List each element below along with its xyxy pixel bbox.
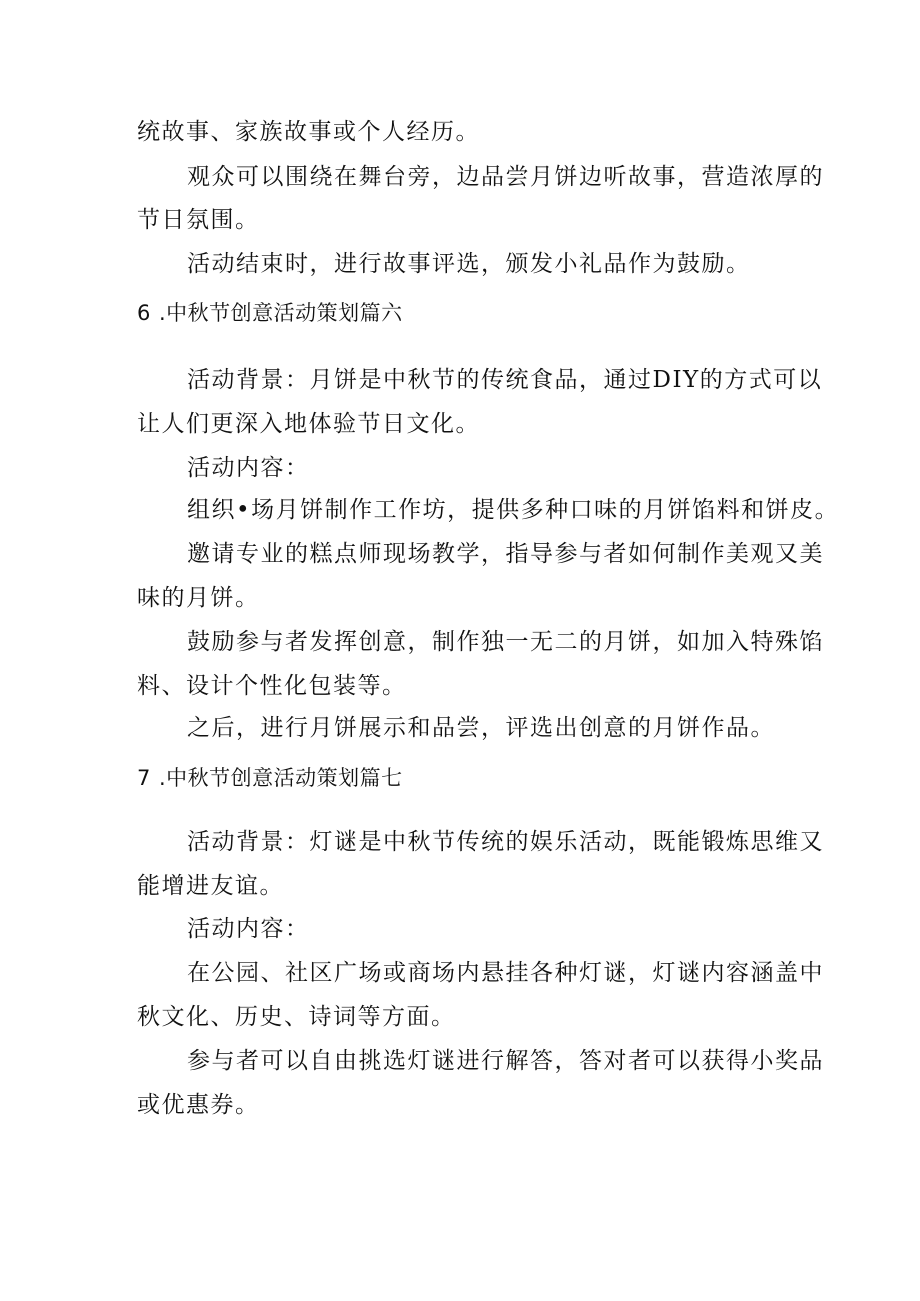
paragraph-line: 邀请专业的糕点师现场教学，指导参与者如何制作美观又美: [187, 541, 824, 567]
paragraph-line: 鼓励参与者发挥创意，制作独一无二的月饼，如加入特殊馅: [187, 629, 824, 655]
paragraph-line: 组织•场月饼制作工作坊，提供多种口味的月饼馅料和饼皮。: [187, 497, 840, 523]
paragraph-line: 观众可以围绕在舞台旁，边品尝月饼边听故事，营造浓厚的: [187, 164, 824, 190]
section-title: .中秋节创意活动策划篇七: [159, 766, 403, 790]
section-number: 7: [137, 766, 151, 790]
paragraph-line: 之后，进行月饼展示和品尝，评选出创意的月饼作品。: [187, 715, 775, 741]
paragraph-line: 节日氛围。: [137, 207, 260, 233]
paragraph-line: 活动背景：月饼是中秋节的传统食品，通过DIY的方式可以: [187, 367, 823, 393]
paragraph-line: 或优惠券。: [137, 1092, 260, 1118]
paragraph-line: 活动背景：灯谜是中秋节传统的娱乐活动，既能锻炼思维又: [187, 829, 824, 855]
section-heading-6: [137, 298, 403, 328]
paragraph-line: 味的月饼。: [137, 585, 260, 611]
paragraph-line: 活动结束时，进行故事评选，颁发小礼品作为鼓励。: [187, 251, 751, 277]
paragraph-line: 让人们更深入地体验节日文化。: [137, 411, 480, 437]
paragraph-line: 秋文化、历史、诗词等方面。: [137, 1004, 456, 1030]
paragraph-line: 在公园、社区广场或商场内悬挂各种灯谜，灯谜内容涵盖中: [187, 960, 824, 986]
paragraph-line: 活动内容：: [187, 455, 310, 481]
paragraph-line: 能增进友谊。: [137, 873, 284, 899]
section-number: 6: [137, 301, 151, 325]
paragraph-line: 料、设计个性化包装等。: [137, 673, 407, 699]
section-title: .中秋节创意活动策划篇六: [159, 301, 403, 325]
paragraph-line: 统故事、家族故事或个人经历。: [137, 119, 480, 145]
paragraph-line: 活动内容：: [187, 916, 310, 942]
section-heading-7: [137, 763, 403, 793]
paragraph-line: 参与者可以自由挑选灯谜进行解答，答对者可以获得小奖品: [187, 1048, 824, 1074]
